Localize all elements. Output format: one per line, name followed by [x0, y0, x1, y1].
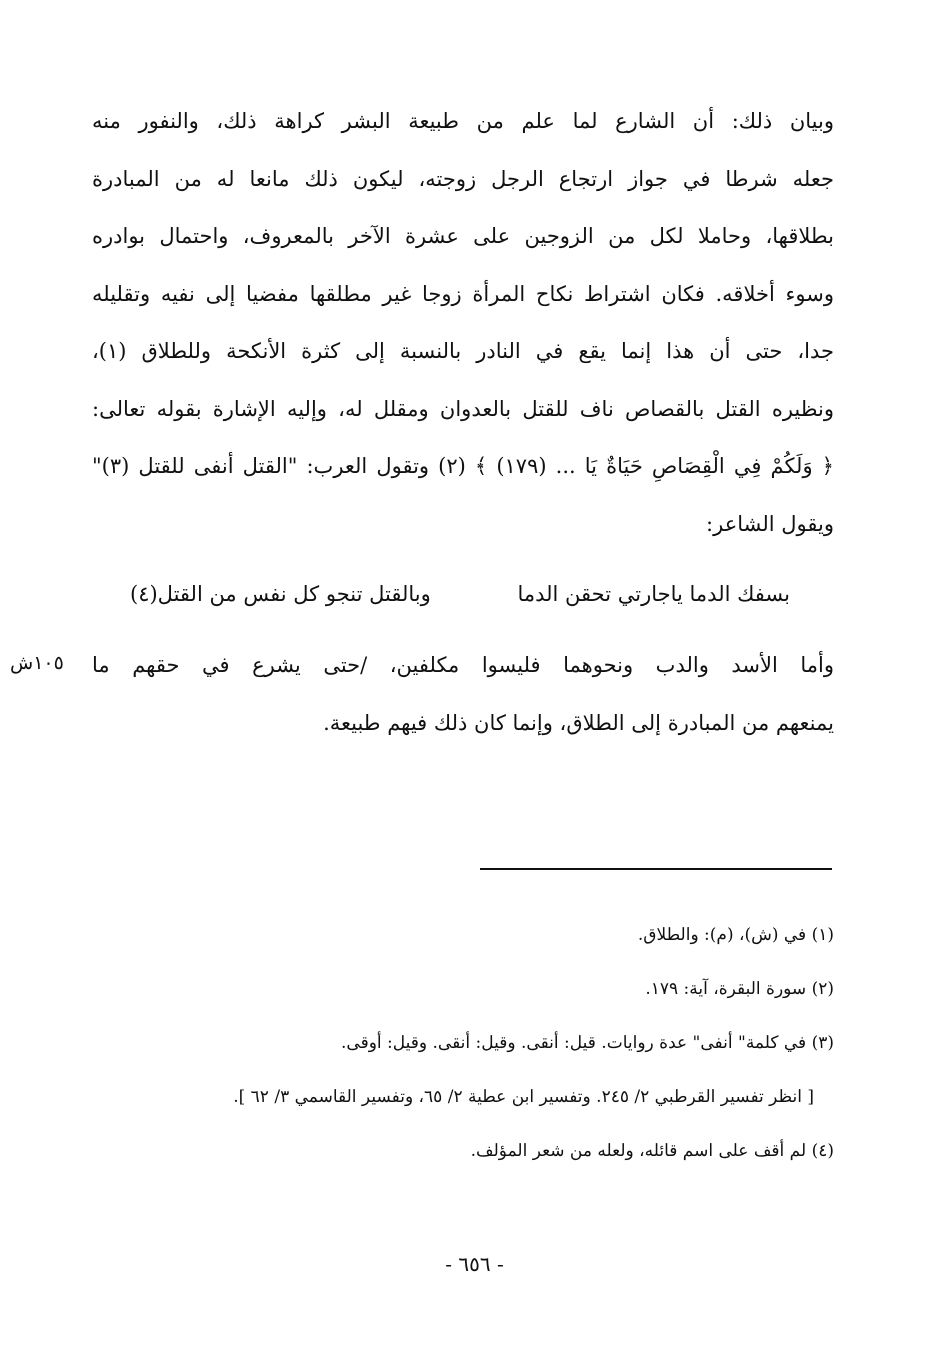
verse-first-hemistich: بسفك الدما ياجارتي تحقن الدما — [517, 582, 790, 606]
page-number: - ٦٥٦ - — [445, 1252, 504, 1276]
footnote: (٢) سورة البقرة، آية: ١٧٩. — [645, 979, 834, 999]
footnote: (٣) في كلمة" أنفى" عدة روايات. قيل: أنقى. وقيل: أنقى. وقيل: أوقى. — [341, 1033, 834, 1053]
paragraph-line: جدا، حتى أن هذا إنما يقع في النادر بالنسبة إلى كثرة الأنكحة وللطلاق (١)، — [92, 339, 834, 363]
paragraph-line: يمنعهم من المبادرة إلى الطلاق، وإنما كان ذلك فيهم طبيعة. — [323, 710, 834, 735]
quran-quote-line: ﴿ وَلَكُمْ فِي الْقِصَاصِ حَيَاةٌ يَا ... (١٧٩) ﴾ (٢) وتقول العرب: "القتل أنفى للقتل (٣)" — [92, 454, 834, 478]
second-paragraph — [92, 640, 834, 755]
paragraph-line: بطلاقها، وحاملا لكل من الزوجين على عشرة الآخر بالمعروف، واحتمال بوادره — [92, 224, 834, 248]
footnote: (١) في (ش)، (م): والطلاق. — [637, 925, 834, 945]
paragraph-line: وسوء أخلاقه. فكان اشتراط نكاح المرأة زوجا غير مطلقها مفضيا إلى نفيه وتقليله — [92, 281, 834, 306]
footnote-separator — [480, 868, 832, 870]
footnote: (٤) لم أقف على اسم قائله، ولعله من شعر المؤلف. — [470, 1141, 834, 1161]
paragraph-line: وبيان ذلك: أن الشارع لما علم من طبيعة البشر كراهة ذلك، والنفور منه — [92, 109, 834, 133]
footnote-reference: [ انظر تفسير القرطبي ٢/ ٢٤٥. وتفسير ابن عطية ٢/ ٦٥، وتفسير القاسمي ٣/ ٦٢ ]. — [233, 1087, 814, 1107]
footnotes — [92, 908, 834, 1178]
manuscript-margin-note: ١٠٥ش — [10, 652, 64, 674]
paragraph-line: جعله شرطا في جواز ارتجاع الرجل زوجته، ليكون ذلك مانعا له من المبادرة — [92, 166, 834, 191]
paragraph-line: ونظيره القتل بالقصاص ناف للقتل بالعدوان ومقلل له، وإليه الإشارة بقوله تعالى: — [92, 396, 834, 421]
main-paragraph — [92, 96, 834, 556]
poetry-verse — [130, 574, 790, 614]
paragraph-line: ويقول الشاعر: — [706, 511, 834, 536]
verse-second-hemistich: وبالقتل تنجو كل نفس من القتل(٤) — [130, 582, 431, 606]
paragraph-line: وأما الأسد والدب ونحوهما فليسوا مكلفين، /حتى يشرع في حقهم ما — [92, 653, 834, 677]
